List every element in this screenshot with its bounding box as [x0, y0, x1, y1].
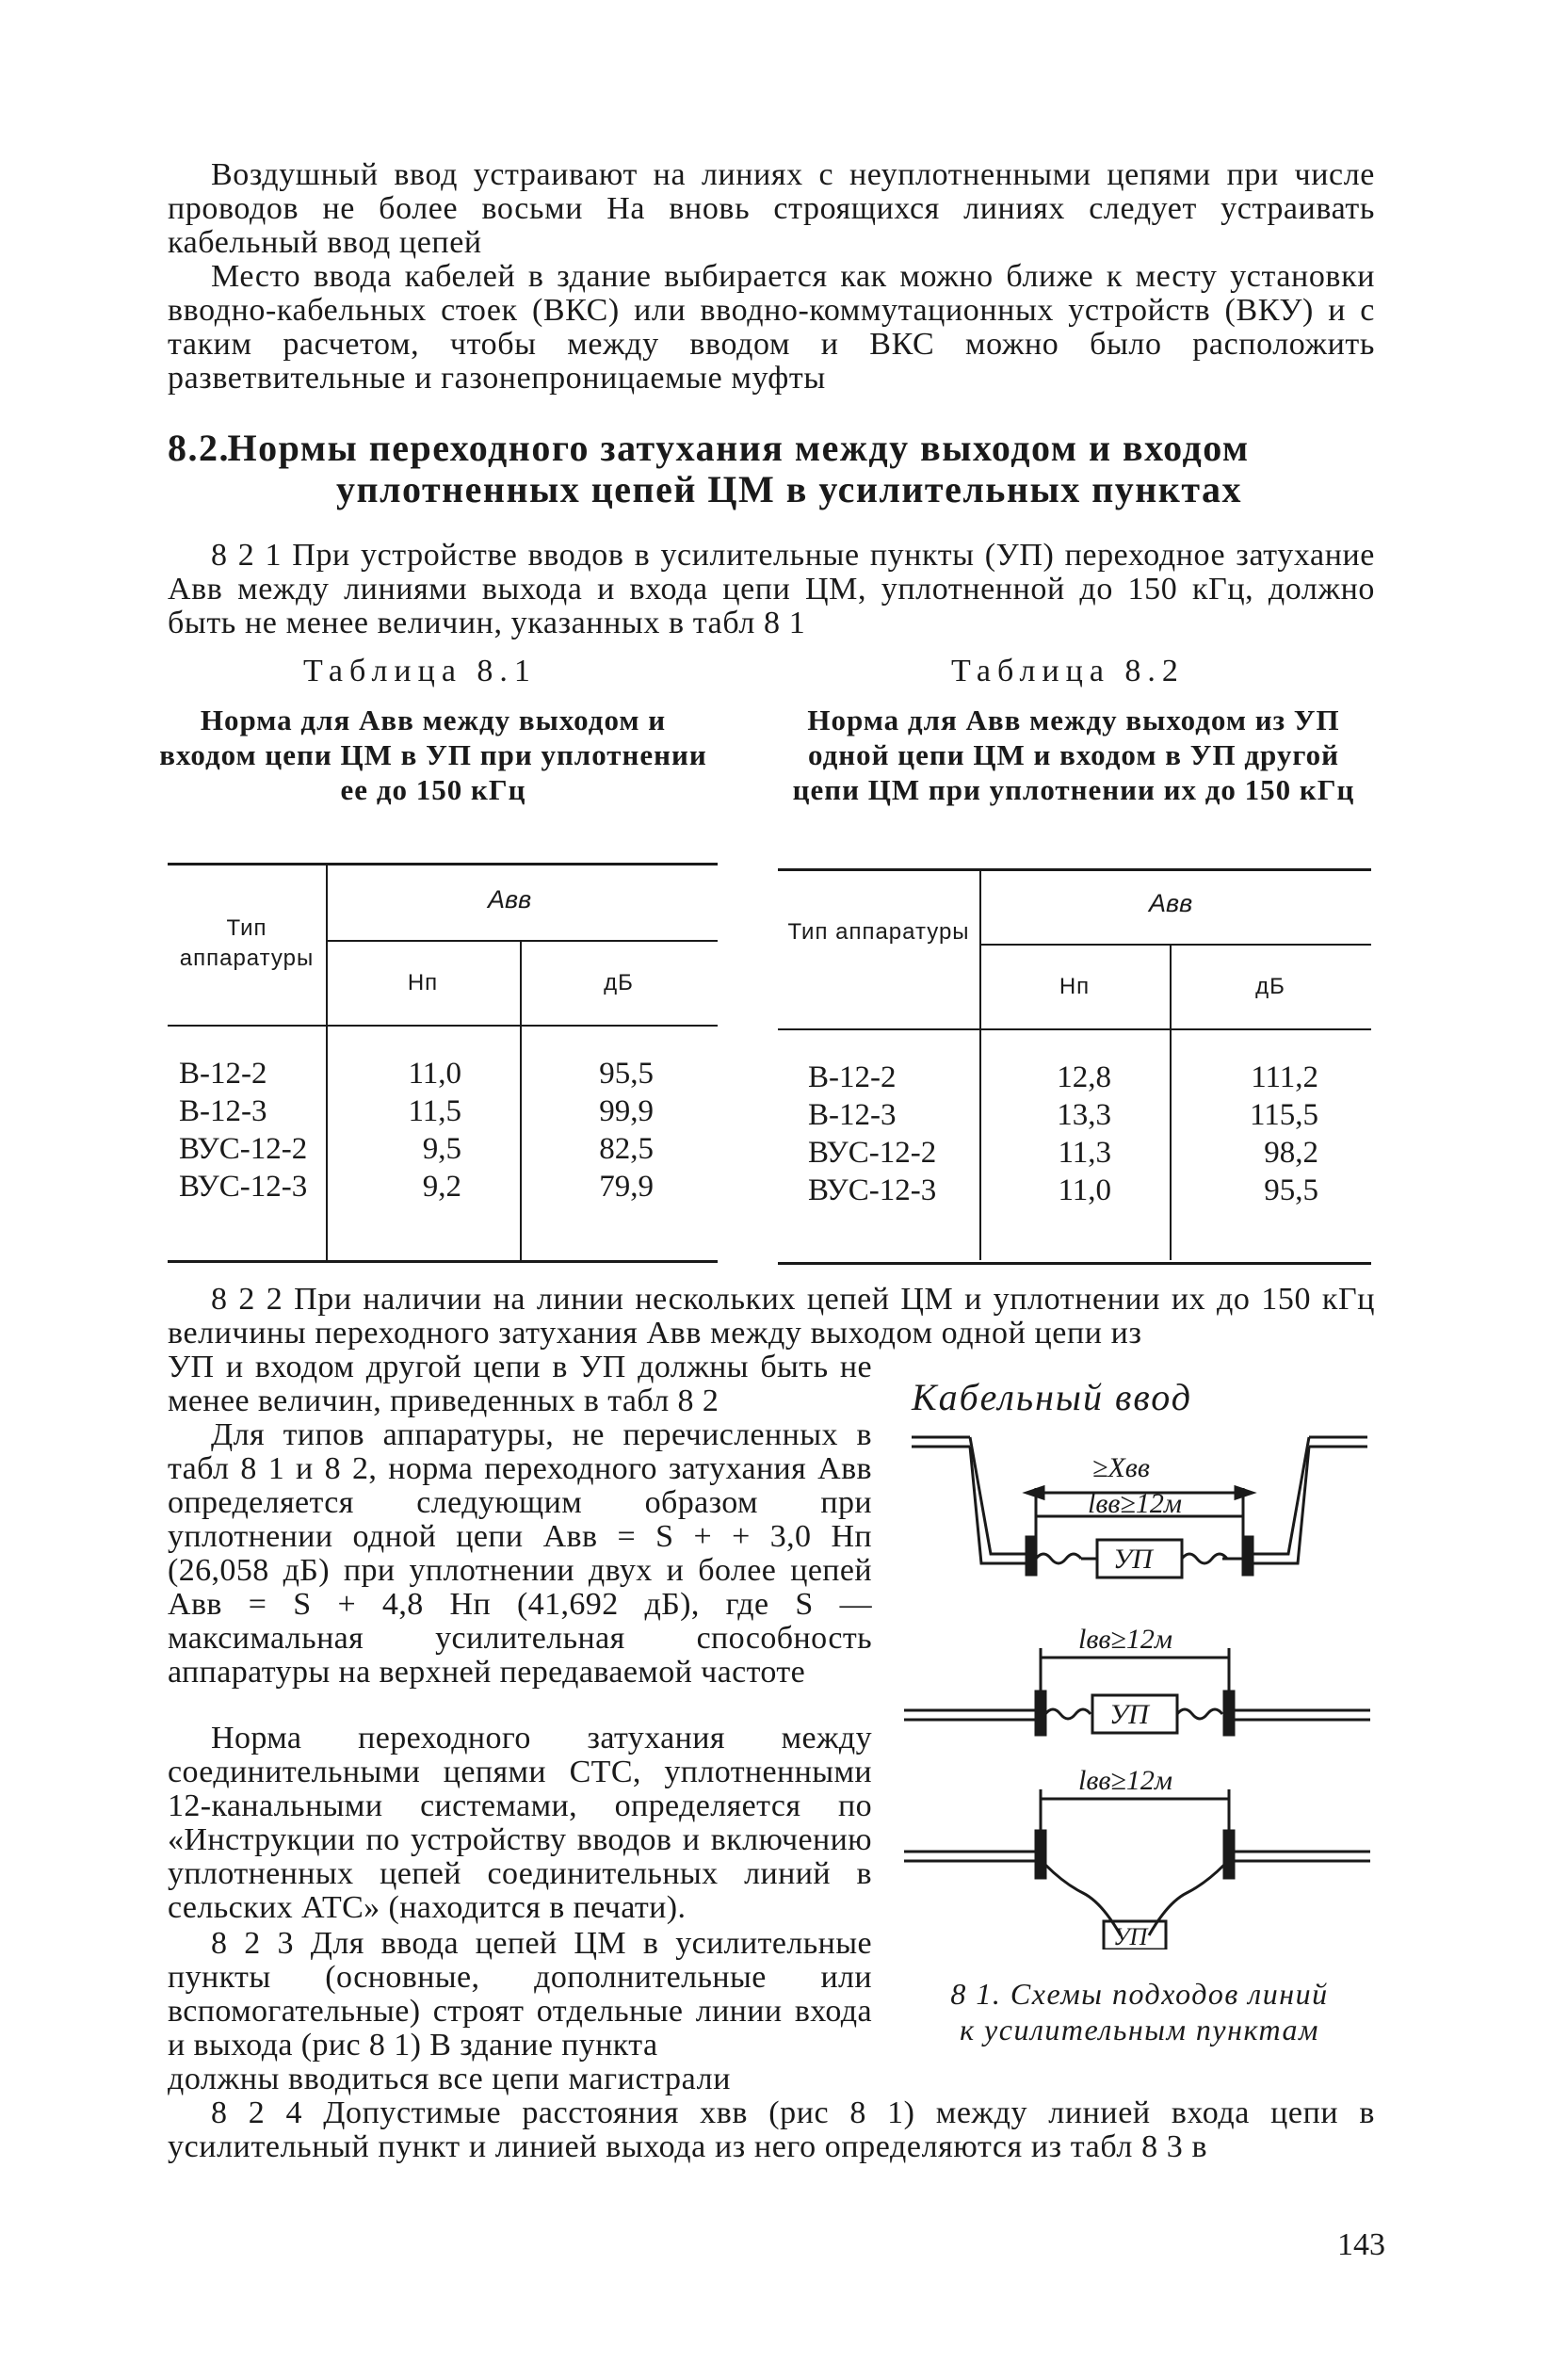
table1-np-values	[377, 1055, 461, 1205]
table2-cell-db: 111,2	[1251, 1060, 1318, 1094]
table2-cell-np: 11,3	[1058, 1136, 1111, 1170]
table2-subhead-rule	[979, 944, 1371, 946]
table2-caption: Таблица 8.2	[951, 654, 1185, 688]
table1-subhead-rule	[326, 940, 718, 942]
table1-cell-db: 95,5	[599, 1057, 654, 1091]
table2-cell-db: 98,2	[1264, 1136, 1318, 1170]
table2-cell-type: В-12-3	[808, 1098, 897, 1132]
paragraph-other-types: Для типов аппаратуры, не перечисленных в табл 8 1 и 8 2, норма переходного затухания Aвв определяется следующим образом при уплотнении одной цепи Aвв = S + + 3,0 Нп (26,058 дБ) при уплотнении двух и более цепей Aвв = S + 4,8 Нп (41,692 дБ), где S — максимальная усилительная способность аппаратуры на верхней передаваемой частоте	[168, 1417, 872, 1690]
figure-caption-line2: к усилительным пунктам	[960, 2013, 1319, 2047]
paragraph-8-2-2: 8 2 2 При наличии на линии нескольких цепей ЦМ и уплотнении их до 150 кГц величины переходного затухания Aвв между выходом одной цепи из	[168, 1282, 1375, 1351]
table1-header-abb: Aвв	[488, 885, 532, 914]
table1-caption: Таблица 8.1	[303, 654, 537, 688]
paragraph-8-2-1: 8 2 1 При устройстве вводов в усилительные пункты (УП) переходное затухание Aвв между линиями выхода и входа цепи ЦМ, уплотненной до 150 кГц, должно быть не менее величин, указанных в табл 8 1	[168, 538, 1375, 640]
table2-cell-np: 11,0	[1058, 1173, 1111, 1207]
table2-cell-db: 115,5	[1249, 1098, 1318, 1132]
table2-top-rule	[778, 868, 1371, 871]
section-title-line2: уплотненных цепей ЦМ в усилительных пунктах	[336, 468, 1242, 510]
table1-cell-type: ВУС-12-2	[179, 1132, 308, 1166]
table1-header-db: дБ	[604, 970, 634, 995]
table2-cell-np: 12,8	[1057, 1060, 1111, 1094]
table1-top-rule	[168, 863, 718, 866]
figure-approach-schemes	[904, 1413, 1375, 1949]
figure-dim-1: lвв≥12м	[1088, 1488, 1182, 1519]
table2-header-np: Нп	[1059, 974, 1091, 999]
table1-bottom-rule	[168, 1260, 718, 1263]
paragraph-sts-norm: Норма переходного затухания между соединительными цепями СТС, уплотненными 12-канальными системами, определяется по «Инструкции по устройству вводов и включению уплотненных цепей соединительных линий в сельских АТС» (находится в печати).	[168, 1721, 872, 1925]
table1-cell-db: 82,5	[599, 1132, 654, 1166]
table2-cell-type: ВУС-12-3	[808, 1173, 937, 1207]
table2-cell-db: 95,5	[1264, 1173, 1318, 1207]
table1-title: Норма для Aвв между выходом и входом цепи ЦМ в УП при уплотнении ее до 150 кГц	[159, 704, 707, 806]
paragraph-8-2-3-end: должны вводиться все цепи магистрали	[168, 2062, 731, 2096]
paragraph-8-2-2-continued: УП и входом другой цепи в УП должны быть не менее величин, приведенных в табл 8 2	[168, 1350, 872, 1418]
table2-header-abb: Aвв	[1149, 889, 1193, 917]
table1-vline-1	[326, 865, 328, 1260]
figure-box-3: УП	[1113, 1923, 1148, 1949]
paragraph-air-input: Воздушный ввод устраивают на линиях с неуплотненными цепями при числе проводов не более восьми На вновь строящихся линиях следует устраивать кабельный ввод цепей	[168, 157, 1375, 260]
table1-cell-type: ВУС-12-3	[179, 1170, 308, 1204]
table1-cell-type: В-12-2	[179, 1057, 267, 1091]
table1-cell-np: 9,5	[422, 1132, 461, 1166]
table1-cell-db: 99,9	[599, 1094, 654, 1128]
table1-db-values	[565, 1055, 654, 1205]
table1-cell-np: 9,2	[422, 1170, 461, 1204]
table1-cell-type: В-12-3	[179, 1094, 267, 1128]
table2-header-rule	[778, 1028, 1371, 1030]
figure-label-cable-input: Кабельный ввод	[912, 1376, 1192, 1418]
table1-header-type: Тип аппаратуры	[179, 915, 315, 971]
paragraph-8-2-3: 8 2 3 Для ввода цепей ЦМ в усилительные пункты (основные, дополнительные или вспомогательные) строят отдельные линии входа и выхода (рис 8 1) В здание пункта	[168, 1926, 872, 2063]
table2-bottom-rule	[778, 1262, 1371, 1265]
table2-cell-type: ВУС-12-2	[808, 1136, 937, 1170]
table2-header-type: Тип аппаратуры	[787, 919, 970, 945]
table2-db-values	[1215, 1059, 1318, 1209]
section-title-line1: Нормы переходного затухания между выходом и входом	[227, 427, 1250, 469]
figure-dim-top: ≥Xвв	[1092, 1452, 1150, 1483]
table2-header-db: дБ	[1255, 974, 1285, 999]
figure-caption-line1: 8 1. Схемы подходов линий	[950, 1977, 1329, 2011]
table2-cell-np: 13,3	[1057, 1098, 1111, 1132]
table2-vline-1	[979, 870, 981, 1260]
table1-types	[179, 1055, 320, 1205]
figure-caption	[895, 1976, 1384, 2047]
table2-cell-type: В-12-2	[808, 1060, 897, 1094]
table1-header-np: Нп	[407, 970, 439, 995]
figure-box-1: УП	[1113, 1544, 1153, 1575]
paragraph-cable-input-place: Место ввода кабелей в здание выбирается как можно ближе к месту установки вводно-кабельных стоек (ВКС) или вводно-коммутационных устройств (ВКУ) и с таким расчетом, чтобы между вводом и ВКС можно было расположить разветвительные и газонепроницаемые муфты	[168, 259, 1375, 396]
figure-box-2: УП	[1109, 1699, 1149, 1730]
figure-dim-2: lвв≥12м	[1078, 1624, 1172, 1655]
table1-cell-np: 11,0	[408, 1057, 461, 1091]
figure-dim-3: lвв≥12м	[1078, 1765, 1172, 1796]
table2-np-values	[1026, 1059, 1111, 1209]
paragraph-8-2-4: 8 2 4 Допустимые расстояния xвв (рис 8 1) между линией входа цепи в усилительный пункт и линией выхода из него определяются из табл 8 3 в	[168, 2095, 1375, 2164]
section-heading	[168, 428, 1382, 510]
page-number: 143	[1337, 2227, 1385, 2262]
table1-header-rule	[168, 1025, 718, 1027]
section-number: 8.2.	[168, 427, 230, 469]
table2-title: Норма для Aвв между выходом из УП одной цепи ЦМ и входом в УП другой цепи ЦМ при уплотнении их до 150 кГц	[792, 704, 1355, 806]
table1-cell-db: 79,9	[599, 1170, 654, 1204]
table1-cell-np: 11,5	[408, 1094, 461, 1128]
table2-types	[808, 1059, 978, 1209]
